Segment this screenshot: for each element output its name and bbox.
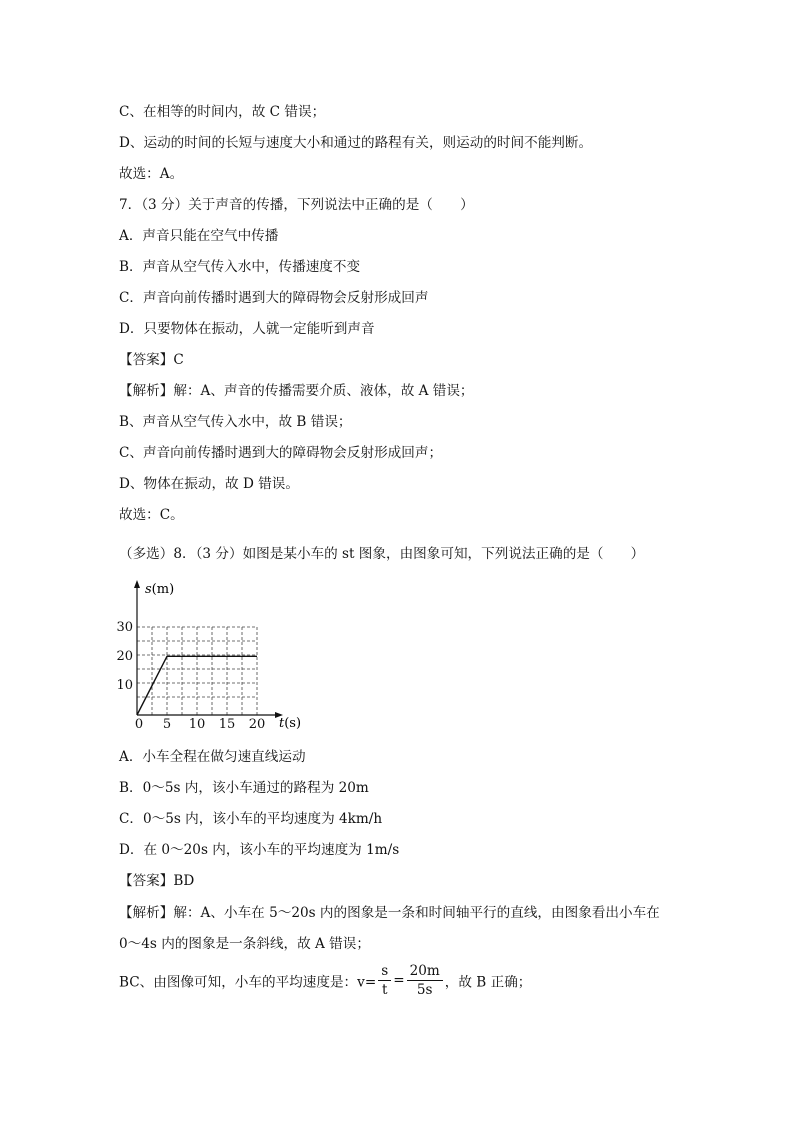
y-tick-label: 10 — [116, 678, 133, 693]
y-axis-label: s(m) — [145, 582, 175, 597]
question-8: （多选）8．（3 分）如图是某小车的 st 图象，由图象可知，下列说法正确的是（ ） — [119, 546, 645, 562]
selection-7: 故选：C。 — [119, 507, 184, 523]
velocity-formula-line — [119, 962, 531, 1008]
option-c: C．声音向前传播时遇到大的障碍物会反射形成回声 — [119, 290, 429, 306]
fraction-20m-over-5s — [407, 962, 443, 999]
explanation-line: 【解析】解：A、声音的传播需要介质、液体，故 A 错误； — [119, 383, 474, 399]
explanation-line: B、声音从空气传入水中，故 B 错误； — [119, 414, 352, 430]
x-axis-label: t(s) — [279, 716, 302, 731]
option-b: B．0～5s 内，该小车通过的路程为 20m — [119, 780, 369, 796]
formula-prefix: BC、由图像可知，小车的平均速度是：v= — [119, 974, 377, 991]
fraction-numerator: s — [378, 962, 391, 981]
equals-sign: = — [393, 972, 405, 989]
x-tick-label: 0 — [134, 717, 144, 732]
option-c: C．0～5s 内，该小车的平均速度为 4km/h — [119, 811, 383, 827]
text-line: 故选：A。 — [119, 166, 184, 182]
st-line — [137, 656, 257, 715]
answer-7: 【答案】C — [119, 352, 184, 368]
explanation-line: D、物体在振动，故 D 错误。 — [119, 476, 299, 492]
question-7: 7．（3 分）关于声音的传播，下列说法中正确的是（ ） — [119, 197, 474, 213]
fraction-denominator: t — [381, 982, 388, 998]
explanation-line: C、声音向前传播时遇到大的障碍物会反射形成回声； — [119, 445, 443, 461]
answer-8: 【答案】BD — [119, 873, 195, 889]
option-d: D．只要物体在振动，人就一定能听到声音 — [119, 321, 375, 337]
fraction-numerator: 20m — [407, 962, 443, 981]
grid — [137, 627, 257, 715]
option-a: A．小车全程在做匀速直线运动 — [119, 749, 306, 765]
option-d: D．在 0～20s 内，该小车的平均速度为 1m/s — [119, 842, 400, 858]
fraction-s-over-t — [378, 962, 391, 999]
y-axis-arrow — [134, 580, 140, 588]
st-graph — [116, 576, 316, 736]
option-a: A．声音只能在空气中传播 — [119, 228, 279, 244]
x-tick-label: 10 — [188, 717, 206, 732]
y-tick-label: 30 — [116, 620, 133, 635]
formula-suffix: ，故 B 正确； — [444, 974, 532, 991]
explanation-line: 0～4s 内的图象是一条斜线，故 A 错误； — [119, 936, 370, 952]
x-tick-label: 5 — [162, 717, 172, 732]
text-line: C、在相等的时间内，故 C 错误； — [119, 104, 326, 120]
explanation-line: 【解析】解：A、小车在 5～20s 内的图象是一条和时间轴平行的直线，由图象看出小车在 — [119, 905, 660, 921]
x-tick-label: 15 — [218, 717, 236, 732]
x-tick-label: 20 — [248, 717, 266, 732]
y-tick-label: 20 — [116, 649, 133, 664]
option-b: B．声音从空气传入水中，传播速度不变 — [119, 259, 361, 275]
fraction-denominator: 5s — [416, 982, 433, 998]
text-line: D、运动的时间的长短与速度大小和通过的路程有关，则运动的时间不能判断。 — [119, 135, 593, 151]
